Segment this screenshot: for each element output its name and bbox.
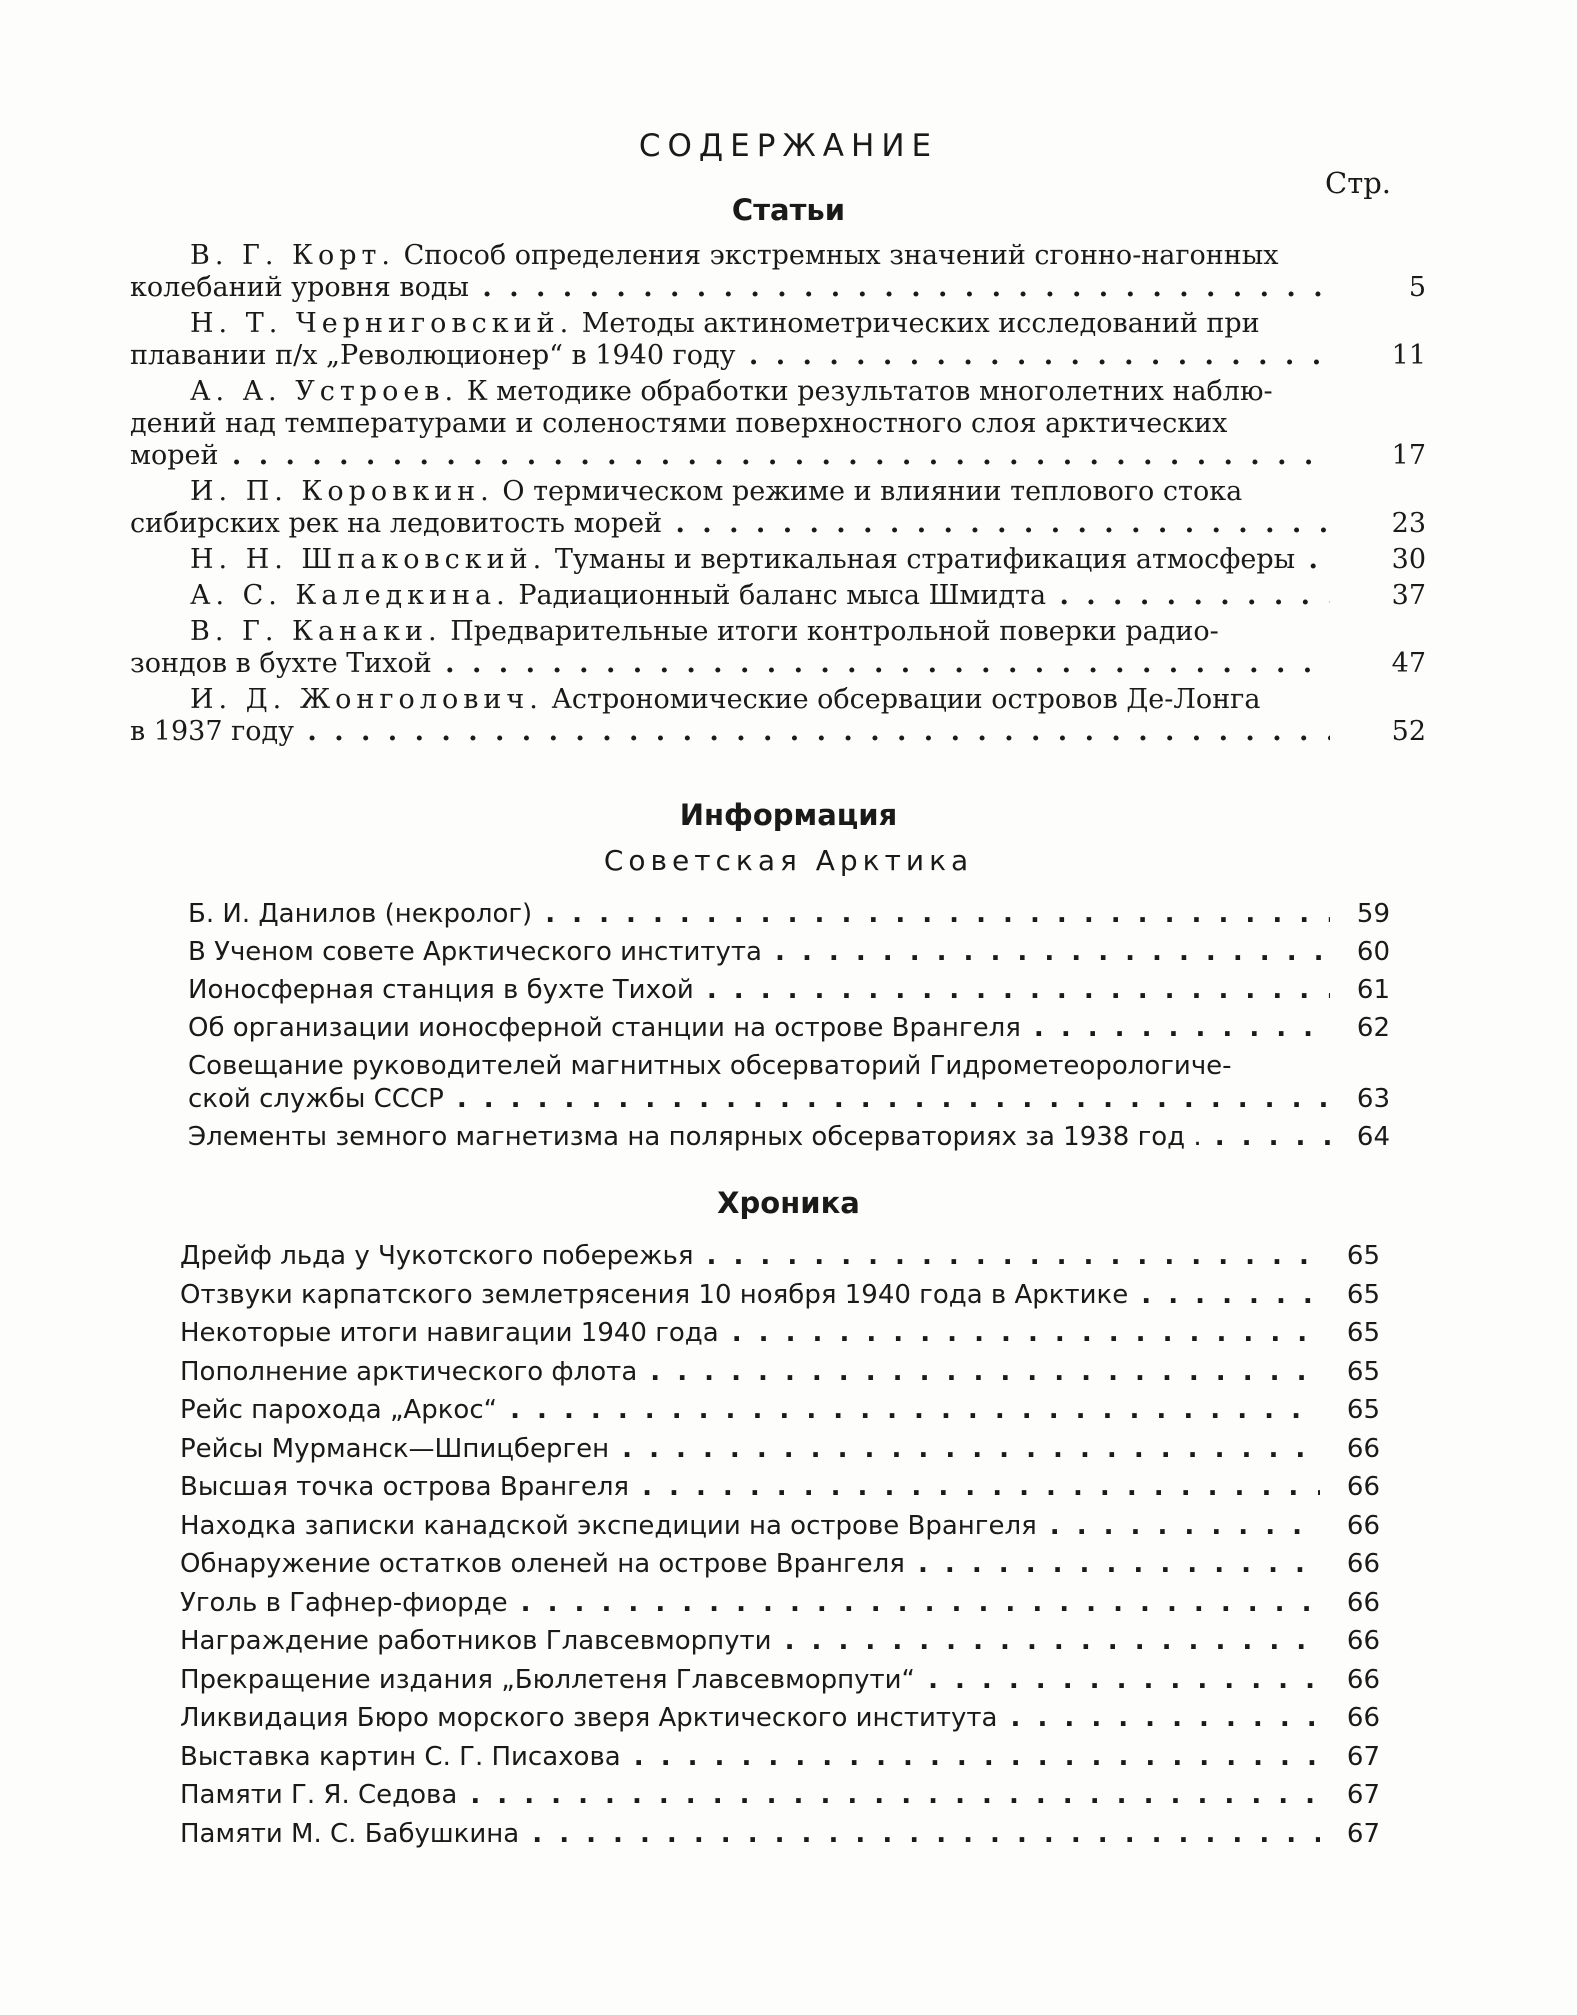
- entry-title-line: Прекращение издания „Бюллетеня Главсевморпути“: [180, 1664, 916, 1695]
- entry-title-line: Астрономические обсервации островов Де-Лонга: [551, 684, 1261, 715]
- entry-title-line: Туманы и вертикальная стратификация атмосферы: [554, 544, 1296, 575]
- entry-title-line: Некоторые итоги навигации 1940 года: [180, 1318, 719, 1348]
- entry-title-line: Элементы земного магнетизма на полярных обсерваториях за 1938 год .: [188, 1122, 1202, 1152]
- entry-page-number: 23: [1391, 508, 1426, 539]
- entry-page-number: 47: [1391, 648, 1426, 679]
- entry-page-number: 66: [1346, 1664, 1380, 1695]
- entry-page-number: 63: [1356, 1084, 1390, 1114]
- entry-title-line: ской службы СССР: [188, 1084, 444, 1114]
- entry-page-number: 65: [1346, 1395, 1380, 1425]
- entry-title-line: Ликвидация Бюро морского зверя Арктического института: [180, 1703, 998, 1733]
- entry-page-number: 66: [1346, 1433, 1380, 1464]
- entry-title-line: плавании п/х „Революционер“ в 1940 году: [130, 340, 736, 371]
- entry-page-number: 61: [1356, 975, 1390, 1005]
- entry-title-line: Находка записки канадской экспедиции на острове Врангеля: [180, 1510, 1037, 1541]
- entry-title-line: Методы актинометрических исследований при: [581, 308, 1260, 339]
- entry-title-line: Уголь в Гафнер-фиорде: [180, 1587, 508, 1618]
- section-heading-articles: Статьи: [731, 193, 846, 227]
- page-column-label: Стр.: [1325, 166, 1392, 200]
- entry-page-number: 66: [1346, 1626, 1380, 1656]
- entry-page-number: 66: [1346, 1549, 1380, 1579]
- entry-page-number: 66: [1346, 1472, 1380, 1502]
- entry-title-line: Награждение работников Главсевморпути: [180, 1626, 772, 1656]
- entry-title-line: зондов в бухте Тихой: [130, 648, 432, 679]
- entry-title-line: К методике обработки результатов многолетних наблю-: [466, 376, 1273, 407]
- entry-page-number: 11: [1391, 340, 1426, 371]
- page-title: СОДЕРЖАНИЕ: [638, 128, 939, 164]
- entry-author: Н. Т. Черниговский.: [190, 308, 574, 339]
- entry-title-line: Об организации ионосферной станции на острове Врангеля: [188, 1013, 1021, 1043]
- entry-page-number: 30: [1391, 544, 1426, 575]
- entry-page-number: 65: [1346, 1279, 1380, 1310]
- section-heading-chronicle: Хроника: [717, 1186, 860, 1220]
- entry-title-line: Б. И. Данилов (некролог): [188, 899, 533, 929]
- entry-page-number: 5: [1408, 272, 1426, 303]
- entry-title-line: Отзвуки карпатского землетрясения 10 ноября 1940 года в Арктике: [180, 1279, 1129, 1310]
- entry-title-line: Пополнение арктического флота: [180, 1356, 638, 1387]
- entry-page-number: 37: [1391, 580, 1426, 611]
- entry-title-line: Дрейф льда у Чукотского побережья: [180, 1241, 694, 1271]
- entry-author: И. П. Коровкин.: [190, 476, 494, 507]
- entry-title-line: Рейсы Мурманск—Шпицберген: [180, 1433, 610, 1464]
- entry-title-line: О термическом режиме и влиянии теплового стока: [502, 476, 1243, 507]
- entry-title-line: Совещание руководителей магнитных обсерваторий Гидрометеорологиче-: [188, 1051, 1232, 1081]
- entry-page-number: 67: [1346, 1780, 1380, 1810]
- entry-author: А. С. Каледкина.: [190, 580, 510, 611]
- entry-title-line: Рейс парохода „Аркос“: [180, 1395, 498, 1425]
- entry-title-line: Памяти Г. Я. Седова: [180, 1780, 458, 1810]
- entry-title-line: Предварительные итоги контрольной поверки радио-: [450, 616, 1219, 647]
- entry-page-number: 65: [1346, 1241, 1380, 1271]
- entry-page-number: 67: [1346, 1818, 1380, 1849]
- entry-page-number: 59: [1356, 899, 1390, 929]
- entry-title-line: Выставка картин С. Г. Писахова: [180, 1741, 621, 1772]
- entry-page-number: 52: [1391, 716, 1426, 747]
- entry-title-line: морей: [130, 440, 219, 471]
- entry-title-line: Радиационный баланс мыса Шмидта: [518, 580, 1047, 611]
- entry-page-number: 66: [1346, 1510, 1380, 1541]
- entry-title-line: В Ученом совете Арктического института: [188, 937, 762, 967]
- entry-author: И. Д. Жонголович.: [190, 684, 543, 715]
- section-heading-information: Информация: [679, 798, 898, 832]
- entry-title-line: в 1937 году: [130, 716, 294, 747]
- entry-author: А. А. Устроев.: [190, 376, 459, 407]
- entry-page-number: 67: [1346, 1741, 1380, 1772]
- entry-page-number: 66: [1346, 1587, 1380, 1618]
- subheading-soviet-arctic: Советская Арктика: [603, 844, 974, 877]
- entry-page-number: 17: [1391, 440, 1426, 471]
- entry-title-line: колебаний уровня воды: [130, 272, 469, 303]
- entry-page-number: 64: [1356, 1122, 1390, 1152]
- entry-author: Н. Н. Шпаковский.: [190, 544, 547, 575]
- entry-title-line: сибирских рек на ледовитость морей: [130, 508, 663, 539]
- entry-author: В. Г. Канаки.: [190, 616, 442, 647]
- entry-page-number: 62: [1356, 1013, 1390, 1043]
- entry-page-number: 66: [1346, 1703, 1380, 1733]
- entry-title-line: Ионосферная станция в бухте Тихой: [188, 975, 694, 1005]
- entry-author: В. Г. Корт.: [190, 240, 396, 271]
- entry-title-line: Обнаружение остатков оленей на острове Врангеля: [180, 1549, 905, 1579]
- entry-title-line: дений над температурами и соленостями поверхностного слоя арктических: [130, 408, 1228, 439]
- entry-title-line: Высшая точка острова Врангеля: [180, 1472, 630, 1502]
- entry-page-number: 65: [1346, 1318, 1380, 1348]
- entry-title-line: Памяти М. С. Бабушкина: [180, 1818, 520, 1849]
- entry-page-number: 65: [1346, 1356, 1380, 1387]
- entry-page-number: 60: [1356, 937, 1390, 967]
- entry-title-line: Способ определения экстремных значений сгонно-нагонных: [403, 240, 1279, 271]
